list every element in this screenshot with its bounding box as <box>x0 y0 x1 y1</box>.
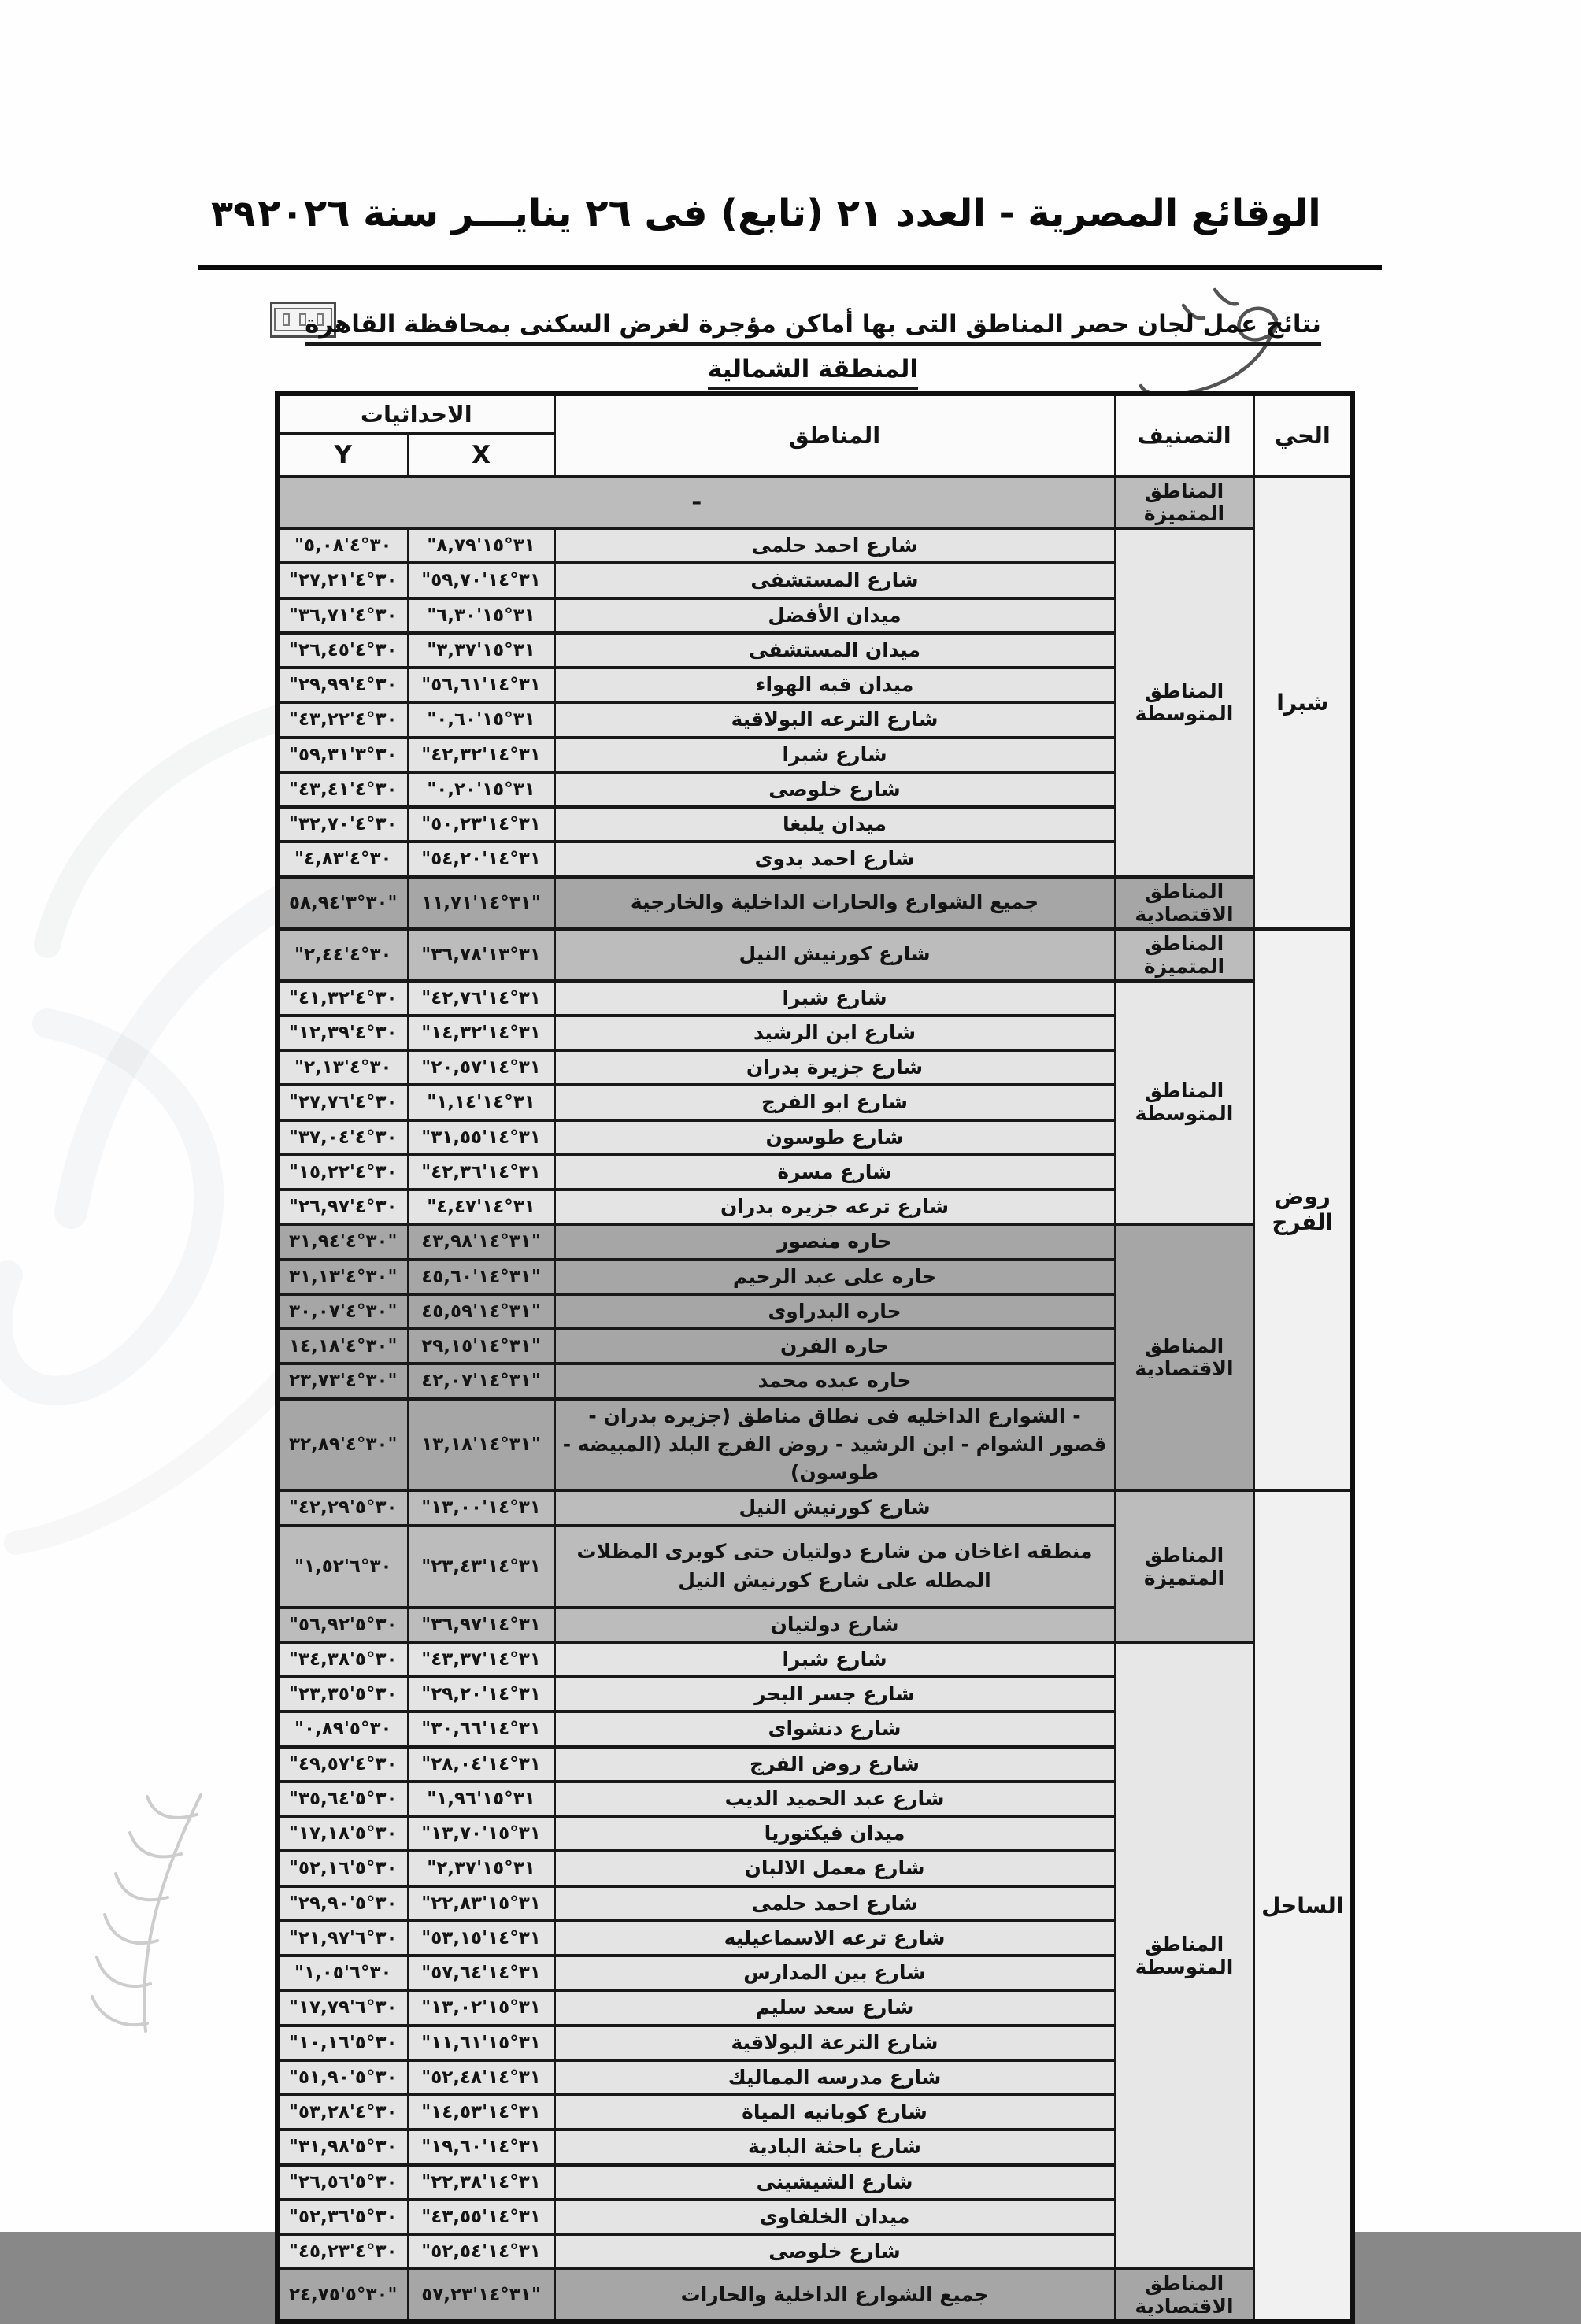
area-cell: شارع ابن الرشيد <box>554 1016 1115 1050</box>
x-coordinate-cell: ٣١°١٤'٤٢,٠٧" <box>408 1364 554 1398</box>
y-coordinate-cell: ٣٠°٤'٢٧,٢١" <box>277 563 408 598</box>
x-coordinate-cell: ٣١°١٤'٤٥,٥٩" <box>408 1294 554 1329</box>
x-coordinate-cell: ٣١°١٤'٤٣,٣٧" <box>408 1642 554 1677</box>
x-coordinate-cell: ٣١°١٤'٢٨,٠٤" <box>408 1747 554 1782</box>
y-coordinate-cell: ٣٠°٥'٥٦,٩٢" <box>277 1608 408 1642</box>
col-header-x: X <box>408 434 554 476</box>
y-coordinate-cell: ٣٠°٥'٤٢,٢٩" <box>277 1490 408 1525</box>
area-cell: شارع كوبانيه المياة <box>554 2095 1115 2130</box>
area-cell: شارع احمد بدوى <box>554 842 1115 876</box>
x-coordinate-cell: ٣١°١٤'٤٢,٣٦" <box>408 1155 554 1190</box>
y-coordinate-cell: ٣٠°٤'٢٧,٧٦" <box>277 1085 408 1119</box>
area-cell: شارع شبرا <box>554 1642 1115 1677</box>
x-coordinate-cell: ٣١°١٤'٥٢,٤٨" <box>408 2060 554 2095</box>
table-row <box>277 528 1353 563</box>
area-cell: شارع جسر البحر <box>554 1677 1115 1712</box>
y-coordinate-cell: ٣٠°٦'١٧,٧٩" <box>277 1990 408 2025</box>
x-coordinate-cell: ٣١°١٥'١,٩٦" <box>408 1782 554 1816</box>
area-cell: ميدان قبه الهواء <box>554 668 1115 702</box>
x-coordinate-cell: ٣١°١٤'١٣,٠٠" <box>408 1490 554 1525</box>
area-cell: شارع طوسون <box>554 1120 1115 1155</box>
y-coordinate-cell: ٣٠°٣'٥٩,٣١" <box>277 738 408 772</box>
table-row <box>277 476 1353 528</box>
area-cell: شارع باحثة البادية <box>554 2130 1115 2164</box>
classification-cell: المناطق الاقتصادية <box>1115 1224 1253 1490</box>
x-coordinate-cell: ٣١°١٥'١١,٦١" <box>408 2026 554 2060</box>
x-coordinate-cell: ٣١°١٤'٢٩,١٥" <box>408 1329 554 1364</box>
area-cell: شارع ترعه الاسماعيليه <box>554 1921 1115 1956</box>
area-cell: حاره منصور <box>554 1224 1115 1259</box>
area-cell: شارع جزيرة بدران <box>554 1050 1115 1085</box>
x-coordinate-cell: ٣١°١٤'٥٢,٥٤" <box>408 2234 554 2269</box>
x-coordinate-cell: ٣١°١٤'٣٦,٩٧" <box>408 1608 554 1642</box>
y-coordinate-cell: ٣٠°٦'٢١,٩٧" <box>277 1921 408 1956</box>
area-cell: حاره البدراوى <box>554 1294 1115 1329</box>
table-row <box>277 877 1353 929</box>
y-coordinate-cell: ٣٠°٤'٢,١٣" <box>277 1050 408 1085</box>
classification-cell: المناطق المتوسطة <box>1115 981 1253 1225</box>
x-coordinate-cell: ٣١°١٥'٢٢,٨٣" <box>408 1886 554 1921</box>
y-coordinate-cell: ٣٠°٤'٤٥,٢٣" <box>277 2234 408 2269</box>
x-coordinate-cell: ٣١°١٥'٨,٧٩" <box>408 528 554 563</box>
y-coordinate-cell: ٣٠°٤'٢٣,٧٣" <box>277 1364 408 1398</box>
y-coordinate-cell: ٣٠°٦'١,٠٥" <box>277 1956 408 1990</box>
y-coordinate-cell: ٣٠°٤'٣٢,٨٩" <box>277 1399 408 1491</box>
y-coordinate-cell: ٣٠°٣'٥٨,٩٤" <box>277 877 408 929</box>
y-coordinate-cell: ٣٠°٦'١,٥٢" <box>277 1526 408 1608</box>
x-coordinate-cell: ٣١°١٤'٥٠,٢٣" <box>408 807 554 842</box>
x-coordinate-cell: ٣١°١٤'٢٩,٢٠" <box>408 1677 554 1712</box>
y-coordinate-cell: ٣٠°٤'٤٣,٢٢" <box>277 702 408 737</box>
area-cell: شارع شبرا <box>554 738 1115 772</box>
col-header-classification: التصنيف <box>1115 394 1253 476</box>
x-coordinate-cell: ٣١°١٤'٢٢,٣٨" <box>408 2165 554 2200</box>
area-cell: شارع ابو الفرج <box>554 1085 1115 1119</box>
y-coordinate-cell: ٣٠°٥'٥٢,١٦" <box>277 1851 408 1885</box>
area-cell: شارع الشيشينى <box>554 2165 1115 2200</box>
x-coordinate-cell: ٣١°١٥'٠,٦٠" <box>408 702 554 737</box>
classification-cell: المناطق الاقتصادية <box>1115 877 1253 929</box>
table-row <box>277 1490 1353 1525</box>
x-coordinate-cell: ٣١°١٤'٤٢,٣٢" <box>408 738 554 772</box>
y-coordinate-cell: ٣٠°٤'٢,٤٤" <box>277 929 408 981</box>
x-coordinate-cell: ٣١°١٤'٤٣,٩٨" <box>408 1224 554 1259</box>
area-cell: شارع احمد حلمى <box>554 528 1115 563</box>
col-header-coordinates: الاحداثيات <box>277 394 554 434</box>
x-coordinate-cell: ٣١°١٤'٥٤,٢٠" <box>408 842 554 876</box>
y-coordinate-cell: ٣٠°٥'٥١,٩٠" <box>277 2060 408 2095</box>
x-coordinate-cell: ٣١°١٤'٥٦,٦١" <box>408 668 554 702</box>
area-cell: شارع مسرة <box>554 1155 1115 1190</box>
y-coordinate-cell: ٣٠°٤'٥٣,٢٨" <box>277 2095 408 2130</box>
col-header-district: الحي <box>1253 394 1353 476</box>
area-cell: شارع روض الفرج <box>554 1747 1115 1782</box>
x-coordinate-cell: ٣١°١٥'٢,٣٧" <box>408 1851 554 1885</box>
area-cell: ميدان الأفضل <box>554 598 1115 633</box>
x-coordinate-cell: ٣١°١٤'١٤,٣٢" <box>408 1016 554 1050</box>
x-coordinate-cell: ٣١°١٤'٤٣,٥٥" <box>408 2200 554 2234</box>
classification-cell: المناطق المتميزة <box>1115 476 1253 528</box>
area-cell: شارع المستشفى <box>554 563 1115 598</box>
area-cell: شارع الترعة البولاقية <box>554 2026 1115 2060</box>
classification-cell: المناطق المتوسطة <box>1115 1642 1253 2270</box>
area-cell: شارع كورنيش النيل <box>554 929 1115 981</box>
x-coordinate-cell: ٣١°١٥'١٣,٠٢" <box>408 1990 554 2025</box>
table-row <box>277 981 1353 1016</box>
table-row <box>277 1224 1353 1259</box>
y-coordinate-cell: ٣٠°٤'١٤,١٨" <box>277 1329 408 1364</box>
y-coordinate-cell: ٣٠°٤'١٢,٣٩" <box>277 1016 408 1050</box>
area-cell: شارع خلوصى <box>554 772 1115 807</box>
x-coordinate-cell: ٣١°١٤'١١,٧١" <box>408 877 554 929</box>
page-number: ٣٩ <box>211 192 256 235</box>
x-coordinate-cell: ٣١°١٤'١,١٤" <box>408 1085 554 1119</box>
area-cell: ميدان يلبغا <box>554 807 1115 842</box>
x-coordinate-cell: ٣١°١٤'١٣,١٨" <box>408 1399 554 1491</box>
y-coordinate-cell: ٣٠°٤'٣١,٩٤" <box>277 1224 408 1259</box>
area-cell: جميع الشوارع والحارات الداخلية والخارجية <box>554 877 1115 929</box>
x-coordinate-cell: ٣١°١٤'٤٥,٦٠" <box>408 1260 554 1294</box>
x-coordinate-cell: ٣١°١٤'٥٧,٦٤" <box>408 1956 554 1990</box>
y-coordinate-cell: ٣٠°٤'٤٣,٤١" <box>277 772 408 807</box>
x-coordinate-cell: ٣١°١٤'٥٧,٢٣" <box>408 2269 554 2322</box>
district-cell: شبرا <box>1253 476 1353 929</box>
y-coordinate-cell: ٣٠°٥'٣٥,٦٤" <box>277 1782 408 1816</box>
x-coordinate-cell: ٣١°١٤'١٩,٦٠" <box>408 2130 554 2164</box>
x-coordinate-cell: ٣١°١٤'٤٢,٧٦" <box>408 981 554 1016</box>
y-coordinate-cell: ٣٠°٤'٤٩,٥٧" <box>277 1747 408 1782</box>
area-cell: شارع شبرا <box>554 981 1115 1016</box>
classification-cell: المناطق المتوسطة <box>1115 528 1253 877</box>
x-coordinate-cell: ٣١°١٤'٢٣,٤٣" <box>408 1526 554 1608</box>
x-coordinate-cell: ٣١°١٤'٥٩,٧٠" <box>408 563 554 598</box>
classification-cell: المناطق الاقتصادية <box>1115 2269 1253 2322</box>
header-rule <box>198 265 1382 270</box>
y-coordinate-cell: ٣٠°٥'٢٦,٥٦" <box>277 2165 408 2200</box>
area-cell: منطقه اغاخان من شارع دولتيان حتى كوبرى المظلات المطله على شارع كورنيش النيل <box>554 1526 1115 1608</box>
area-cell: شارع عبد الحميد الديب <box>554 1782 1115 1816</box>
x-coordinate-cell: ٣١°١٤'٥٣,١٥" <box>408 1921 554 1956</box>
y-coordinate-cell: ٣٠°٤'٣٢,٧٠" <box>277 807 408 842</box>
area-cell: شارع بين المدارس <box>554 1956 1115 1990</box>
y-coordinate-cell: ٣٠°٤'٥,٠٨" <box>277 528 408 563</box>
area-cell: ميدان المستشفى <box>554 633 1115 668</box>
areas-table <box>275 391 1355 2324</box>
district-cell: الساحل <box>1253 1490 1353 2322</box>
y-coordinate-cell: ٣٠°٥'١٧,١٨" <box>277 1816 408 1851</box>
document-title-block <box>276 310 1350 390</box>
y-coordinate-cell: ٣٠°٤'٣٠,٠٧" <box>277 1294 408 1329</box>
area-cell: - الشوارع الداخليه فى نطاق مناطق (جزيره بدران - قصور الشوام - ابن الرشيد - روض الفرج البلد (المبيضه - طوسون) <box>554 1399 1115 1491</box>
table-row <box>277 1642 1353 1677</box>
area-cell: جميع الشوارع الداخلية والحارات <box>554 2269 1115 2322</box>
watermark-laurel-emblem <box>43 1779 248 2047</box>
y-coordinate-cell: ٣٠°٤'١٥,٢٢" <box>277 1155 408 1190</box>
x-coordinate-cell: ٣١°١٥'١٣,٧٠" <box>408 1816 554 1851</box>
area-cell: شارع الترعه البولاقية <box>554 702 1115 737</box>
area-cell: شارع ترعه جزيره بدران <box>554 1190 1115 1224</box>
area-cell: حاره الفرن <box>554 1329 1115 1364</box>
y-coordinate-cell: ٣٠°٤'٣٦,٧١" <box>277 598 408 633</box>
col-header-areas: المناطق <box>554 394 1115 476</box>
y-coordinate-cell: ٣٠°٤'٤,٨٣" <box>277 842 408 876</box>
gazette-header <box>197 179 1382 250</box>
area-cell: شارع كورنيش النيل <box>554 1490 1115 1525</box>
classification-cell: المناطق المتميزة <box>1115 1490 1253 1642</box>
table-header <box>277 394 1353 476</box>
x-coordinate-cell: ٣١°١٤'٢٠,٥٧" <box>408 1050 554 1085</box>
table-row <box>277 929 1353 981</box>
x-coordinate-cell: ٣١°١٣'٣٦,٧٨" <box>408 929 554 981</box>
area-cell: حاره عبده محمد <box>554 1364 1115 1398</box>
y-coordinate-cell: ٣٠°٤'٣٧,٠٤" <box>277 1120 408 1155</box>
y-coordinate-cell: ٣٠°٥'٣٤,٣٨" <box>277 1642 408 1677</box>
area-cell: شارع مدرسه المماليك <box>554 2060 1115 2095</box>
y-coordinate-cell: ٣٠°٤'٢٦,٤٥" <box>277 633 408 668</box>
area-cell: شارع سعد سليم <box>554 1990 1115 2025</box>
x-coordinate-cell: ٣١°١٤'٤,٤٧" <box>408 1190 554 1224</box>
area-cell: شارع دنشواى <box>554 1712 1115 1746</box>
x-coordinate-cell: ٣١°١٥'٣,٣٧" <box>408 633 554 668</box>
area-cell: شارع خلوصى <box>554 2234 1115 2269</box>
classification-cell: المناطق المتميزة <box>1115 929 1253 981</box>
y-coordinate-cell: ٣٠°٤'٢٦,٩٧" <box>277 1190 408 1224</box>
table-row <box>277 2269 1353 2322</box>
x-coordinate-cell: ٣١°١٥'٠,٢٠" <box>408 772 554 807</box>
area-cell: ميدان فيكتوريا <box>554 1816 1115 1851</box>
y-coordinate-cell: ٣٠°٥'٥٢,٣٦" <box>277 2200 408 2234</box>
gazette-title: الوقائع المصرية - العدد ٢١ (تابع) فى ٢٦ ينايـــر سنة ٢٠٢٦ <box>257 191 1321 235</box>
x-coordinate-cell: ٣١°١٥'٦,٣٠" <box>408 598 554 633</box>
area-cell: حاره على عبد الرحيم <box>554 1260 1115 1294</box>
x-coordinate-cell: ٣١°١٤'٣٠,٦٦" <box>408 1712 554 1746</box>
y-coordinate-cell: ٣٠°٥'٢٣,٣٥" <box>277 1677 408 1712</box>
x-coordinate-cell: ٣١°١٤'١٤,٥٣" <box>408 2095 554 2130</box>
document-subtitle: المنطقة الشمالية <box>708 355 918 390</box>
area-cell: شارع احمد حلمى <box>554 1886 1115 1921</box>
area-cell: شارع دولتيان <box>554 1608 1115 1642</box>
district-cell: روض الفرج <box>1253 929 1353 1491</box>
col-header-y: Y <box>277 434 408 476</box>
y-coordinate-cell: ٣٠°٥'٢٩,٩٠" <box>277 1886 408 1921</box>
y-coordinate-cell: ٣٠°٤'٣١,١٣" <box>277 1260 408 1294</box>
area-cell: – <box>277 476 1115 528</box>
document-title: نتائج عمل لجان حصر المناطق التى بها أماكن مؤجرة لغرض السكنى بمحافظة القاهرة <box>305 310 1321 346</box>
x-coordinate-cell: ٣١°١٤'٣١,٥٥" <box>408 1120 554 1155</box>
y-coordinate-cell: ٣٠°٤'٢٩,٩٩" <box>277 668 408 702</box>
table-body <box>277 476 1353 2322</box>
y-coordinate-cell: ٣٠°٥'٠,٨٩" <box>277 1712 408 1746</box>
y-coordinate-cell: ٣٠°٥'٢٤,٧٥" <box>277 2269 408 2322</box>
area-cell: شارع معمل الالبان <box>554 1851 1115 1885</box>
area-cell: ميدان الخلفاوى <box>554 2200 1115 2234</box>
y-coordinate-cell: ٣٠°٤'٤١,٣٢" <box>277 981 408 1016</box>
y-coordinate-cell: ٣٠°٥'٣١,٩٨" <box>277 2130 408 2164</box>
y-coordinate-cell: ٣٠°٥'١٠,١٦" <box>277 2026 408 2060</box>
